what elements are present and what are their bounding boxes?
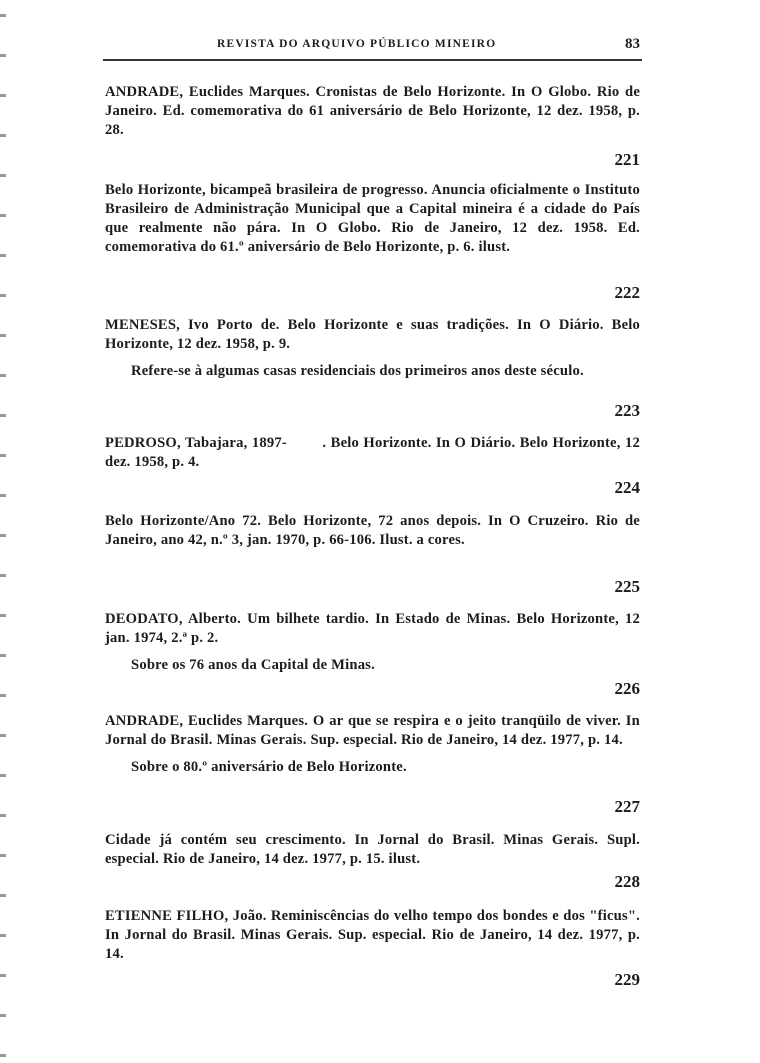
entry-note: Refere-se à algumas casas residenciais dos primeiros anos deste século. (131, 363, 584, 379)
entry-text: ANDRADE, Euclides Marques. Cronistas de Belo Horizonte. In O Globo. Rio de Janeiro. Ed. comemorativa do 61 aniversário de Belo Horizonte, 12 dez. 1958, p. 28. (105, 84, 640, 138)
header-rule (103, 59, 642, 61)
entry-text: ETIENNE FILHO, João. Reminiscências do velho tempo dos bondes e dos "ficus". In Jornal do Brasil. Minas Gerais. Sup. especial. Rio de Janeiro, 14 dez. 1977, p. 14. (105, 908, 640, 962)
entry-number: 225 (614, 577, 640, 596)
bibliography-entry (105, 512, 640, 550)
entry-text: PEDROSO, Tabajara, 1897- . Belo Horizonte. In O Diário. Belo Horizonte, 12 dez. 1958, p. 4. (105, 435, 644, 470)
bibliography-entry (105, 712, 640, 777)
entry-number: 226 (614, 679, 640, 698)
bibliography-entry (105, 316, 640, 381)
entry-note: Sobre os 76 anos da Capital de Minas. (131, 657, 375, 673)
entry-text: Cidade já contém seu crescimento. In Jornal do Brasil. Minas Gerais. Supl. especial. Rio de Janeiro, 14 dez. 1977, p. 15. ilust. (105, 832, 640, 867)
journal-title: REVISTA DO ARQUIVO PÚBLICO MINEIRO (217, 38, 497, 50)
entry-number: 227 (614, 797, 640, 816)
running-header (105, 36, 640, 56)
bibliography-entry (105, 610, 640, 675)
entry-number: 221 (614, 150, 640, 169)
bibliography-entry (105, 83, 640, 140)
bibliography-entry (105, 434, 644, 472)
scan-edge (0, 0, 6, 1063)
bibliography-entry (105, 831, 640, 869)
entry-number: 228 (614, 872, 640, 891)
entry-text: ANDRADE, Euclides Marques. O ar que se respira e o jeito tranqüilo de viver. In Jornal do Brasil. Minas Gerais. Sup. especial. Rio de Janeiro, 14 dez. 1977, p. 14. (105, 713, 640, 748)
entry-text: Belo Horizonte, bicampeã brasileira de progresso. Anuncia oficialmente o Instituto Brasileiro de Administração Municipal que a Capital mineira é a cidade do País que realmente não pára. In O Globo. Rio de Janeiro, 12 dez. 1958. Ed. comemorativa do 61.º aniversário de Belo Horizonte, p. 6. ilust. (105, 182, 640, 255)
entry-number: 223 (614, 401, 640, 420)
entry-text: Belo Horizonte/Ano 72. Belo Horizonte, 72 anos depois. In O Cruzeiro. Rio de Janeiro, ano 42, n.º 3, jan. 1970, p. 66-106. Ilust. a cores. (105, 513, 640, 548)
entry-text: MENESES, Ivo Porto de. Belo Horizonte e suas tradições. In O Diário. Belo Horizonte, 12 dez. 1958, p. 9. (105, 317, 640, 352)
page-number: 83 (625, 36, 640, 52)
bibliography-entry (105, 181, 640, 257)
bibliography-entry (105, 907, 640, 964)
entry-note: Sobre o 80.º aniversário de Belo Horizonte. (131, 759, 407, 775)
entry-number: 224 (614, 478, 640, 497)
entry-text: DEODATO, Alberto. Um bilhete tardio. In Estado de Minas. Belo Horizonte, 12 jan. 1974, 2.ª p. 2. (105, 611, 640, 646)
entry-number: 229 (614, 970, 640, 989)
entry-number: 222 (614, 283, 640, 302)
